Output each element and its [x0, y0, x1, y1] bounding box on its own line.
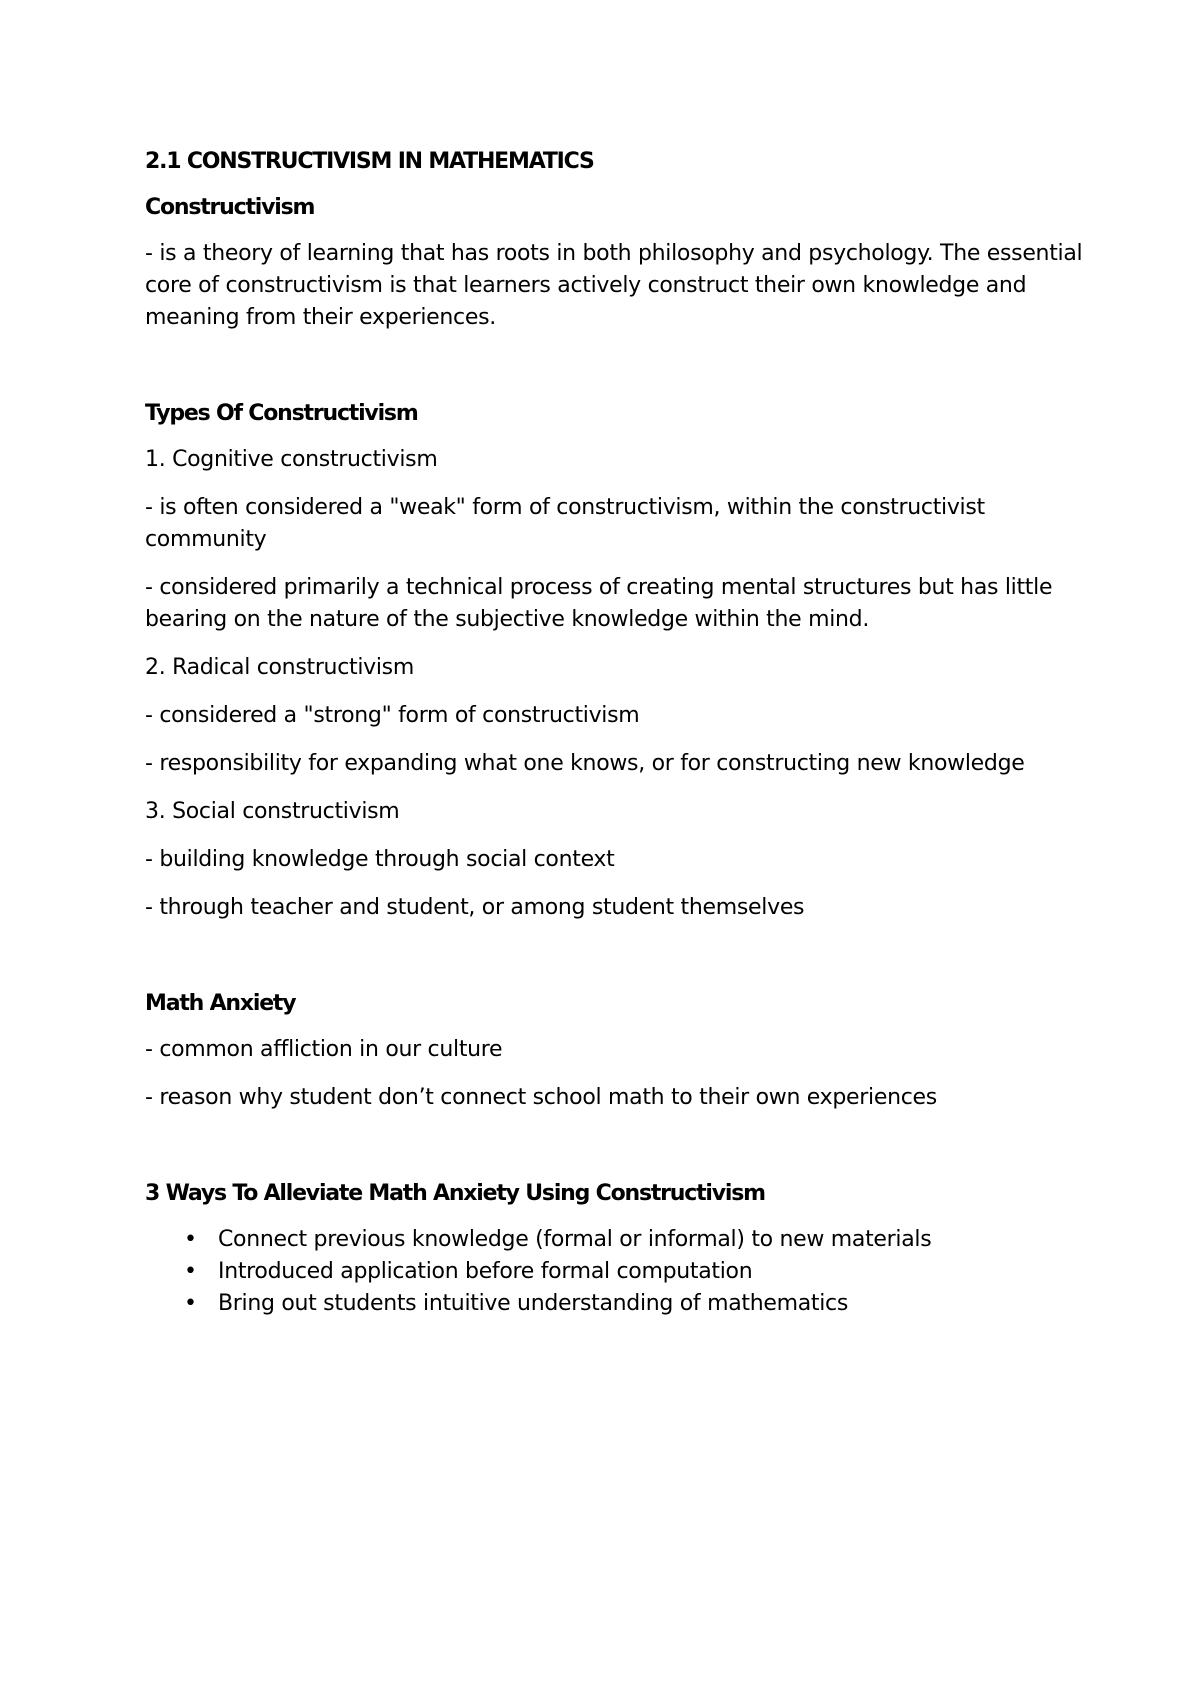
spacer: [145, 350, 1105, 398]
types-item: - through teacher and student, or among student themselves: [145, 895, 805, 920]
types-item: 2. Radical constructivism: [145, 655, 414, 680]
bullet-item: [184, 1224, 1105, 1256]
bullet-icon: •: [184, 1259, 197, 1284]
bullet-item: [184, 1288, 1105, 1320]
document-page: [145, 146, 1105, 1320]
bullet-text: Connect previous knowledge (formal or informal) to new materials: [218, 1227, 932, 1252]
types-item: - responsibility for expanding what one knows, or for constructing new knowledge: [145, 751, 1025, 776]
anxiety-item: - common affliction in our culture: [145, 1037, 503, 1062]
alleviate-bullet-list: [145, 1224, 1105, 1320]
types-item: - considered primarily a technical process of creating mental structures but has little bearing on the nature of the subjective knowledge within the mind.: [145, 575, 1053, 632]
spacer: [145, 940, 1105, 988]
types-item: - is often considered a "weak" form of constructivism, within the constructivist community: [145, 495, 985, 552]
types-item: - considered a "strong" form of constructivism: [145, 703, 640, 728]
spacer: [145, 1130, 1105, 1178]
bullet-text: Bring out students intuitive understanding of mathematics: [218, 1291, 848, 1316]
bullet-icon: •: [184, 1291, 197, 1316]
anxiety-item: - reason why student don’t connect school math to their own experiences: [145, 1085, 937, 1110]
types-item: 3. Social constructivism: [145, 799, 400, 824]
constructivism-definition: - is a theory of learning that has roots in both philosophy and psychology. The essential core of constructivism is that learners actively construct their own knowledge and meaning from their experiences.: [145, 241, 1083, 330]
bullet-text: Introduced application before formal computation: [218, 1259, 753, 1284]
heading-types-of-constructivism: Types Of Constructivism: [145, 401, 418, 426]
heading-alleviate-math-anxiety: 3 Ways To Alleviate Math Anxiety Using Constructivism: [145, 1181, 765, 1206]
bullet-item: [184, 1256, 1105, 1288]
heading-constructivism: Constructivism: [145, 195, 315, 220]
heading-math-anxiety: Math Anxiety: [145, 991, 296, 1016]
types-item: 1. Cognitive constructivism: [145, 447, 438, 472]
bullet-icon: •: [184, 1227, 197, 1252]
document-title: 2.1 CONSTRUCTIVISM IN MATHEMATICS: [145, 149, 594, 174]
types-item: - building knowledge through social context: [145, 847, 615, 872]
